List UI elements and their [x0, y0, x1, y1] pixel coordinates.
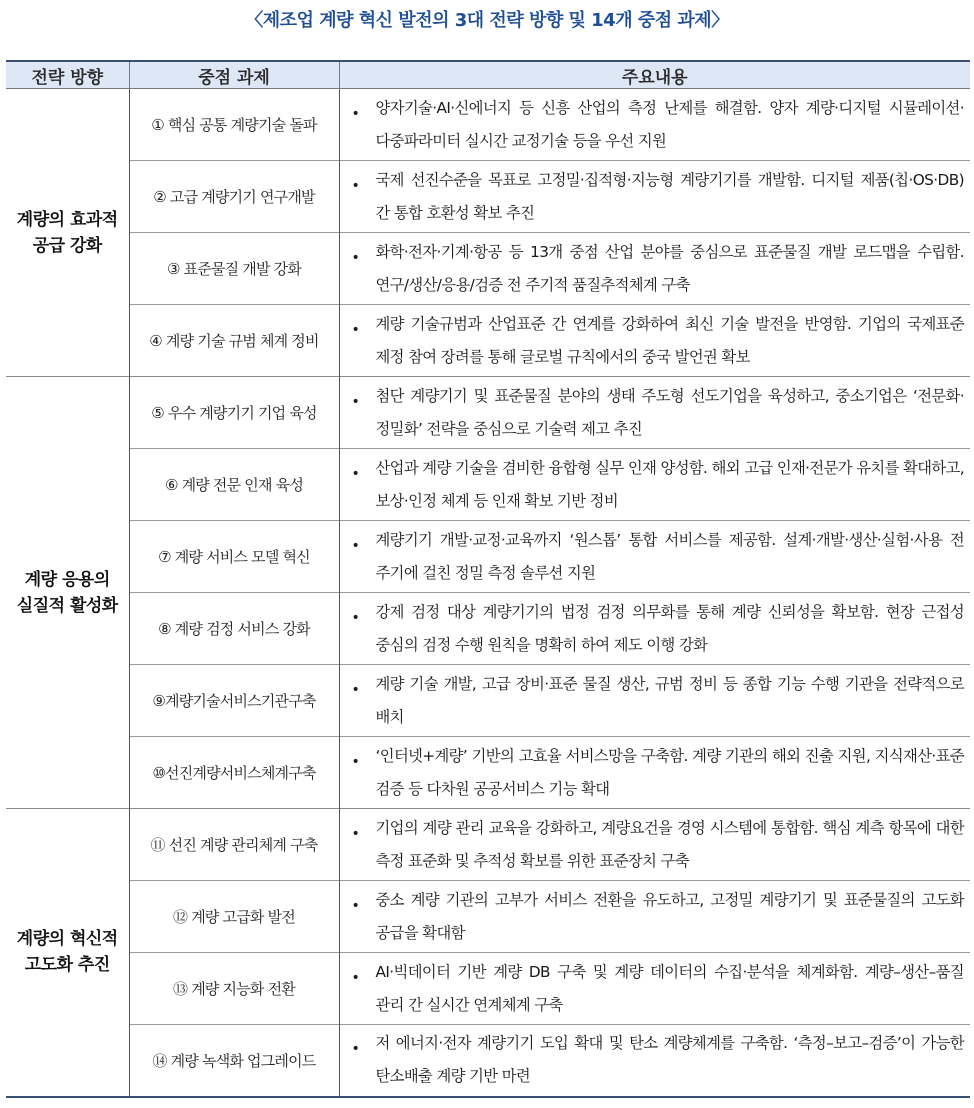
- content-cell: [339, 593, 970, 665]
- table-row: [6, 1025, 970, 1097]
- table-row: [6, 593, 970, 665]
- content-text: 산업과 계량 기술을 겸비한 융합형 실무 인재 양성함. 해외 고급 인재·전문가 유치를 확대하고, 보상·인정 체계 등 인재 확보 기반 정비: [375, 458, 964, 510]
- content-text: 중소 계량 기관의 고부가 서비스 전환을 유도하고, 고정밀 계량기기 및 표준물질의 고도화 공급을 확대함: [375, 890, 964, 942]
- content-cell: [339, 665, 970, 737]
- bullet-icon: •: [351, 753, 360, 770]
- table-row: [6, 809, 970, 881]
- table-row: [6, 233, 970, 305]
- content-cell: [339, 1025, 970, 1097]
- strategy-label: 계량의 혁신적 고도화 추진: [16, 929, 118, 976]
- bullet-icon: •: [351, 681, 360, 698]
- content-text: 국제 선진수준을 목표로 고정밀·집적형·지능형 계량기기를 개발함. 디지털 제품(칩·OS·DB) 간 통합 호환성 확보 추진: [375, 170, 964, 222]
- content-text: 양자기술·AI·신에너지 등 신흥 산업의 측정 난제를 해결함. 양자 계량·디지털 시뮬레이션·다중파라미터 실시간 교정기술 등을 우선 지원: [375, 98, 964, 150]
- bullet-icon: •: [351, 897, 360, 914]
- table-row: [6, 665, 970, 737]
- content-text: 계량기기 개발·교정·교육까지 ‘원스톱’ 통합 서비스를 제공함. 설계·개발·생산·실험·사용 전 주기에 걸친 정밀 측정 솔루션 지원: [375, 530, 964, 582]
- table-row: [6, 377, 970, 449]
- table-header-row: [6, 61, 970, 89]
- strategy-label: 계량 응용의 실질적 활성화: [16, 569, 118, 616]
- content-text: 기업의 계량 관리 교육을 강화하고, 계량요건을 경영 시스템에 통합함. 핵심 계측 항목에 대한 측정 표준화 및 추적성 확보를 위한 표준장치 구축: [375, 818, 964, 870]
- content-text: 첨단 계량기기 및 표준물질 분야의 생태 주도형 선도기업을 육성하고, 중소기업은 ‘전문화·정밀화’ 전략을 중심으로 기술력 제고 추진: [375, 386, 964, 438]
- task-cell: ⑭ 계량 녹색화 업그레이드: [129, 1025, 339, 1097]
- content-cell: [339, 521, 970, 593]
- strategy-cell: [6, 89, 129, 377]
- bullet-icon: •: [351, 393, 360, 410]
- content-cell: [339, 881, 970, 953]
- bullet-icon: •: [351, 609, 360, 626]
- content-cell: [339, 953, 970, 1025]
- bullet-icon: •: [351, 177, 360, 194]
- task-cell: ① 핵심 공통 계량기술 돌파: [129, 89, 339, 161]
- content-text: ‘인터넷+계량’ 기반의 고효율 서비스망을 구축함. 계량 기관의 해외 진출 지원, 지식재산·표준 검증 등 다차원 공공서비스 기능 확대: [375, 746, 964, 798]
- bullet-icon: •: [351, 825, 360, 842]
- task-cell: ⑫ 계량 고급화 발전: [129, 881, 339, 953]
- task-cell: ⑦ 계량 서비스 모델 혁신: [129, 521, 339, 593]
- content-text: 강제 검정 대상 계량기기의 법정 검정 의무화를 통해 계량 신뢰성을 확보함. 현장 근접성 중심의 검정 수행 원칙을 명확히 하여 제도 이행 강화: [375, 602, 964, 654]
- content-cell: [339, 449, 970, 521]
- content-text: 계량 기술규범과 산업표준 간 연계를 강화하여 최신 기술 발전을 반영함. 기업의 국제표준 제정 참여 장려를 통해 글로벌 규칙에서의 중국 발언권 확보: [375, 314, 964, 366]
- content-cell: [339, 809, 970, 881]
- strategy-cell: [6, 377, 129, 809]
- table-row: [6, 953, 970, 1025]
- content-cell: [339, 305, 970, 377]
- bullet-icon: •: [351, 249, 360, 266]
- header-content: 주요내용: [339, 61, 970, 89]
- table-row: [6, 449, 970, 521]
- task-cell: ⑨계량기술서비스기관구축: [129, 665, 339, 737]
- strategy-label: 계량의 효과적 공급 강화: [16, 209, 118, 256]
- content-cell: [339, 377, 970, 449]
- task-cell: ⑩선진계량서비스체계구축: [129, 737, 339, 809]
- content-text: 저 에너지·전자 계량기기 도입 확대 및 탄소 계량체계를 구축함. ‘측정–보고–검증’이 가능한 탄소배출 계량 기반 마련: [375, 1034, 964, 1086]
- content-cell: [339, 89, 970, 161]
- content-cell: [339, 737, 970, 809]
- bullet-icon: •: [351, 537, 360, 554]
- bullet-icon: •: [351, 1041, 360, 1058]
- table-row: [6, 521, 970, 593]
- content-cell: [339, 161, 970, 233]
- task-cell: ③ 표준물질 개발 강화: [129, 233, 339, 305]
- content-text: 계량 기술 개발, 고급 장비·표준 물질 생산, 규범 정비 등 종합 기능 수행 기관을 전략적으로 배치: [375, 674, 964, 726]
- task-cell: ⑧ 계량 검정 서비스 강화: [129, 593, 339, 665]
- page-title: 〈제조업 계량 혁신 발전의 3대 전략 방향 및 14개 중점 과제〉: [245, 10, 729, 31]
- task-cell: ⑥ 계량 전문 인재 육성: [129, 449, 339, 521]
- task-cell: ⑬ 계량 지능화 전환: [129, 953, 339, 1025]
- bullet-icon: •: [351, 321, 360, 338]
- bullet-icon: •: [351, 105, 360, 122]
- bullet-icon: •: [351, 465, 360, 482]
- strategy-table: [6, 60, 970, 1098]
- task-cell: ④ 계량 기술 규범 체계 정비: [129, 305, 339, 377]
- task-cell: ⑤ 우수 계량기기 기업 육성: [129, 377, 339, 449]
- content-text: 화학·전자·기계·항공 등 13개 중점 산업 분야를 중심으로 표준물질 개발 로드맵을 수립함. 연구/생산/응용/검증 전 주기적 품질추적체계 구축: [375, 242, 964, 294]
- table-row: [6, 737, 970, 809]
- header-task: 중점 과제: [129, 61, 339, 89]
- table-row: [6, 89, 970, 161]
- table-row: [6, 305, 970, 377]
- header-strategy: 전략 방향: [6, 61, 129, 89]
- table-row: [6, 881, 970, 953]
- content-text: AI·빅데이터 기반 계량 DB 구축 및 계량 데이터의 수집·분석을 체계화함. 계량–생산–품질 관리 간 실시간 연계체계 구축: [375, 962, 964, 1014]
- task-cell: ② 고급 계량기기 연구개발: [129, 161, 339, 233]
- strategy-cell: [6, 809, 129, 1097]
- bullet-icon: •: [351, 969, 360, 986]
- content-cell: [339, 233, 970, 305]
- table-row: [6, 161, 970, 233]
- task-cell: ⑪ 선진 계량 관리체계 구축: [129, 809, 339, 881]
